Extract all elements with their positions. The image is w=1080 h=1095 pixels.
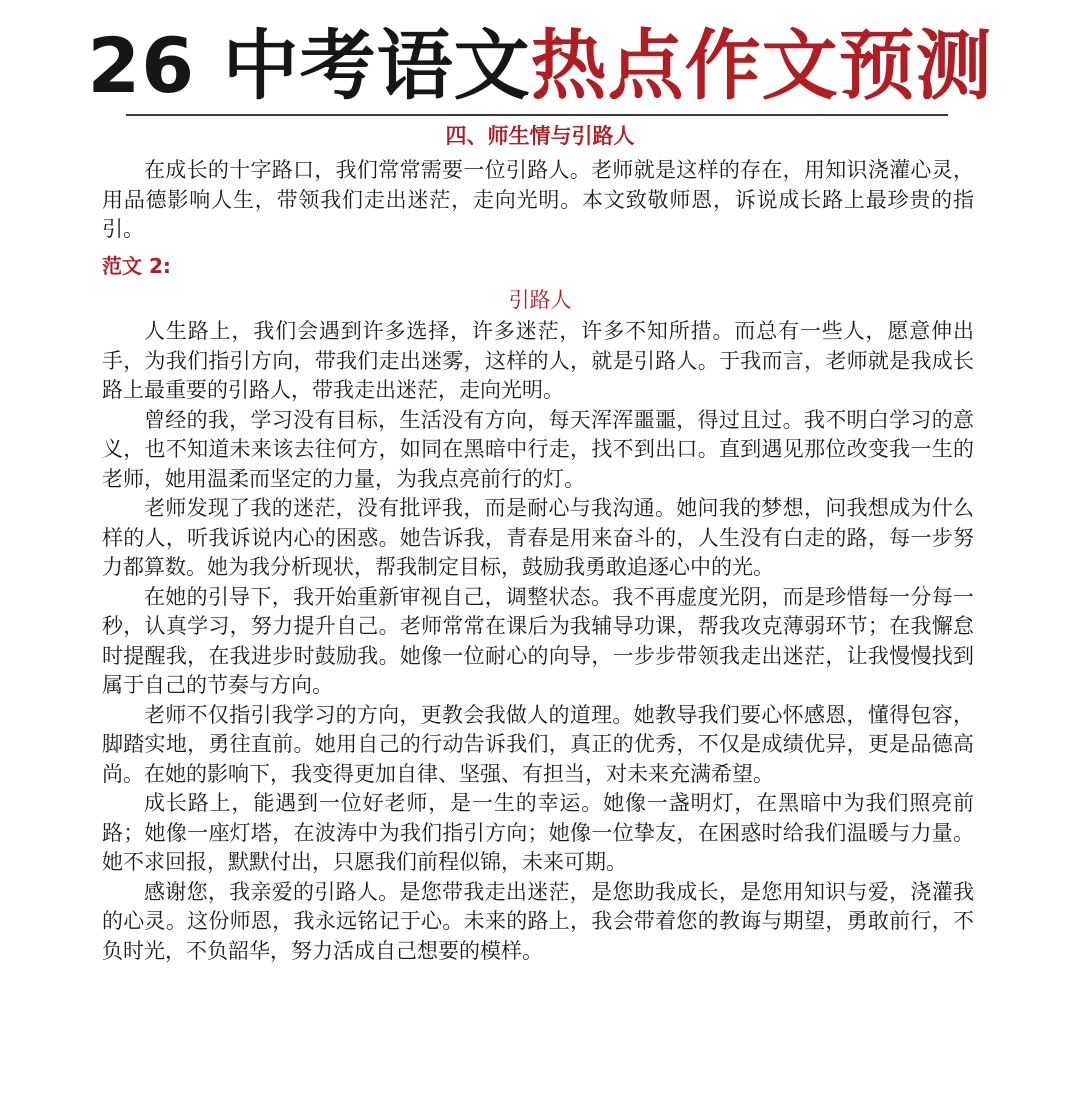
essay-paragraph: 人生路上，我们会遇到许多选择，许多迷茫，许多不知所措。而总有一些人，愿意伸出手，为我们指引方向，带我们走出迷雾，这样的人，就是引路人。于我而言，老师就是我成长路上最重要的引路人，带我走出迷茫，走向光明。 [102,319,974,402]
page-title-red: 热点作文预测 [530,21,993,110]
essay-paragraph: 老师不仅指引我学习的方向，更教会我做人的道理。她教导我们要心怀感恩，懂得包容，脚踏实地，勇往直前。她用自己的行动告诉我们，真正的优秀，不仅是成绩优异，更是品德高尚。在她的影响下，我变得更加自律、坚强、有担当，对未来充满希望。 [102,702,974,786]
essay-paragraph: 曾经的我，学习没有目标，生活没有方向，每天浑浑噩噩，得过且过。我不明白学习的意义，也不知道未来该去往何方，如同在黑暗中行走，找不到出口。直到遇见那位改变我一生的老师，她用温柔而坚定的力量，为我点亮前行的灯。 [102,407,974,491]
page-title-black: 26 中考语文 [87,21,531,110]
essay-body [102,317,974,966]
page-title [0,21,1080,110]
sample-label: 范文 2: [102,254,171,278]
essay-paragraph: 在她的引导下，我开始重新审视自己，调整状态。我不再虚度光阴，而是珍惜每一分每一秒，认真学习，努力提升自己。老师常常在课后为我辅导功课，帮我攻克薄弱环节；在我懈怠时提醒我，在我进步时鼓励我。她像一位耐心的向导，一步步带领我走出迷茫，让我慢慢找到属于自己的节奏与方向。 [102,584,974,697]
essay-title: 引路人 [508,288,572,312]
essay-paragraph: 成长路上，能遇到一位好老师，是一生的幸运。她像一盏明灯，在黑暗中为我们照亮前路；她像一座灯塔，在波涛中为我们指引方向；她像一位挚友，在困惑时给我们温暖与力量。她不求回报，默默付出，只愿我们前程似锦，未来可期。 [102,791,974,874]
essay-paragraph: 老师发现了我的迷茫，没有批评我，而是耐心与我沟通。她问我的梦想，问我想成为什么样的人，听我诉说内心的困惑。她告诉我，青春是用来奋斗的，人生没有白走的路，每一步努力都算数。她为我分析现状，帮我制定目标，鼓励我勇敢追逐心中的光。 [102,496,974,579]
section-heading: 四、师生情与引路人 [445,124,635,148]
title-underline [126,114,948,116]
essay-paragraph: 感谢您，我亲爱的引路人。是您带我走出迷茫，是您助我成长，是您用知识与爱，浇灌我的心灵。这份师恩，我永远铭记于心。未来的路上，我会带着您的教诲与期望，勇敢前行，不负时光，不负韶华，努力活成自己想要的模样。 [102,879,974,963]
section-intro: 在成长的十字路口，我们常常需要一位引路人。老师就是这样的存在，用知识浇灌心灵，用品德影响人生，带领我们走出迷茫，走向光明。本文致敬师恩，诉说成长路上最珍贵的指引。 [102,158,974,241]
